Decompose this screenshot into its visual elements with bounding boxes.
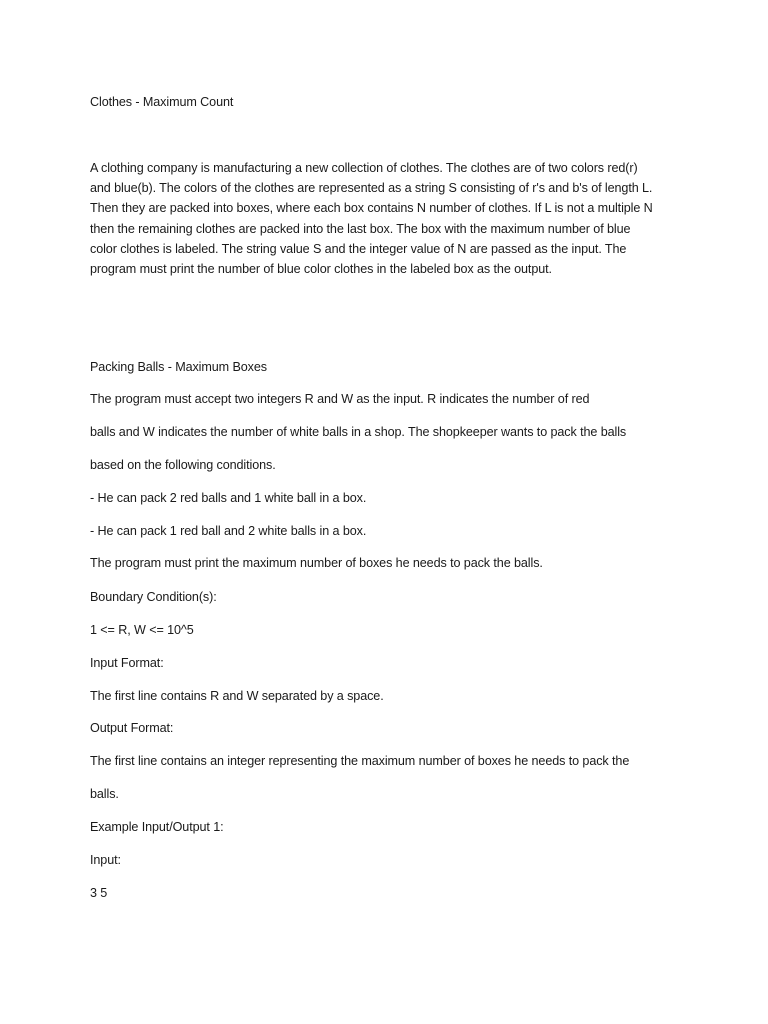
output-requirement: The program must print the maximum number of boxes he needs to pack the balls.	[90, 556, 543, 570]
paragraph-line: then the remaining clothes are packed into the last box. The box with the maximum number of blue	[90, 221, 631, 236]
input-format-text: The first line contains R and W separated by a space.	[90, 689, 384, 703]
output-format-text: The first line contains an integer representing the maximum number of boxes he needs to pack the	[90, 754, 630, 768]
input-value: 3 5	[90, 886, 108, 900]
input-label: Input:	[90, 853, 121, 867]
problem-statement-line: The program must accept two integers R and W as the input. R indicates the number of red	[90, 392, 590, 406]
problem-statement-line: balls and W indicates the number of white balls in a shop. The shopkeeper wants to pack the balls	[90, 425, 627, 439]
paragraph-line: and blue(b). The colors of the clothes are represented as a string S consisting of r's and b's of length L.	[90, 181, 653, 196]
condition-line: - He can pack 1 red ball and 2 white balls in a box.	[90, 524, 367, 538]
section-title-clothes: Clothes - Maximum Count	[90, 95, 234, 109]
input-format-heading: Input Format:	[90, 656, 164, 670]
paragraph-line: Then they are packed into boxes, where each box contains N number of clothes. If L is not a multiple N	[90, 201, 653, 216]
output-format-heading: Output Format:	[90, 721, 174, 735]
problem-statement-line: based on the following conditions.	[90, 458, 276, 472]
clothes-description	[90, 158, 680, 279]
output-format-text-cont: balls.	[90, 787, 119, 801]
paragraph-line: color clothes is labeled. The string value S and the integer value of N are passed as the input. The	[90, 241, 627, 256]
boundary-heading: Boundary Condition(s):	[90, 590, 217, 604]
example-heading: Example Input/Output 1:	[90, 820, 224, 834]
paragraph-line: program must print the number of blue color clothes in the labeled box as the output.	[90, 262, 552, 277]
condition-line: - He can pack 2 red balls and 1 white ball in a box.	[90, 491, 367, 505]
boundary-value: 1 <= R, W <= 10^5	[90, 623, 194, 637]
section-title-packing-balls: Packing Balls - Maximum Boxes	[90, 360, 267, 374]
paragraph-line: A clothing company is manufacturing a new collection of clothes. The clothes are of two colors red(r)	[90, 161, 638, 175]
